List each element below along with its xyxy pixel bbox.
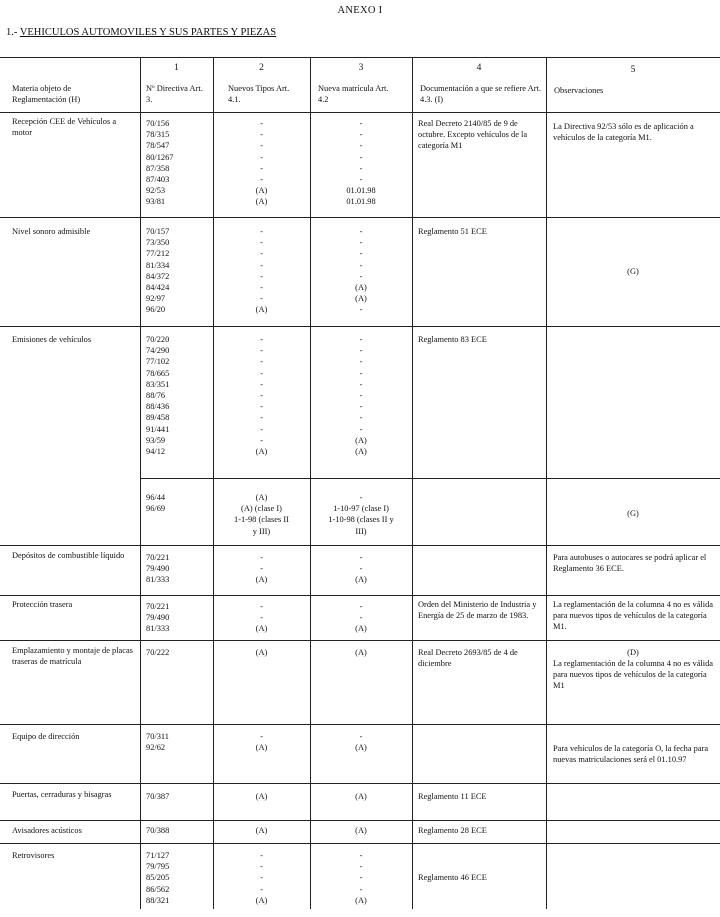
new-types-list [213,647,310,658]
directive-number: 79/490 [146,613,170,623]
table-row [0,645,720,723]
section-title [6,27,276,38]
directive-number: 70/387 [146,792,170,801]
row-observations: La reglamentación de la columna 4 no es válida para nuevos tipos de vehículos de la categoría M1 [553,659,713,691]
new-registration-value: (A) [355,283,367,293]
directive-number: 89/458 [146,413,170,423]
annex-title: ANEXO I [337,5,383,16]
row-rule [0,724,720,725]
directive-number: 70/221 [146,553,170,562]
directive-list [146,226,208,316]
new-types-list [213,850,310,906]
row-subject: Protección trasera [12,600,73,609]
row-observations: Para vehículos de la categoría O, la fecha para nuevas matriculaciones será el 01.10.97 [553,744,709,765]
new-types-value: - [260,564,263,574]
directive-number: 84/424 [146,283,170,293]
new-types-value: (A) [255,447,268,457]
column-header-documentation: Documentación a que se refiere Art. 4.3. (I) [420,84,541,105]
column-number: 1 [174,63,179,73]
new-registration-list [310,552,412,586]
new-registration-value: - [359,238,363,248]
directive-number: 70/157 [146,227,170,236]
directive-list [146,601,208,635]
directive-number: 88/76 [146,391,166,401]
new-registration-value: - [359,613,363,623]
directive-list [146,552,208,586]
row-documentation: Reglamento 46 ECE [418,873,487,882]
directive-list [146,825,208,836]
table-row [0,850,720,912]
new-types-list [213,118,310,208]
directive-number: 77/212 [146,249,170,259]
new-registration-value: - [359,732,363,741]
new-registration-value: - [359,379,363,389]
new-registration-list [310,731,412,753]
column-number: 4 [476,63,482,73]
new-types-value: - [260,391,263,401]
row-rule [0,843,720,844]
new-registration-value: (A) [355,826,367,835]
new-types-value: - [260,851,263,860]
row-subject: Nivel sonoro admisible [12,227,91,236]
directive-number: 92/53 [146,186,166,196]
new-types-value: y III) [252,526,271,536]
new-registration-value: - [359,402,363,412]
new-types-value: (A) [255,493,268,502]
table-top-rule [0,57,720,58]
new-types-value: (A) [255,186,268,196]
directive-number: 70/156 [146,119,170,128]
new-types-value: (A) (clase I) [241,504,282,514]
new-registration-list [310,492,412,537]
new-types-value: - [260,884,263,894]
row-rule [0,326,720,327]
new-registration-value: 01.01.98 [346,186,376,196]
new-types-list [213,492,310,537]
new-types-value: - [260,402,263,412]
new-types-value: - [260,294,263,304]
new-types-value: - [260,249,263,259]
new-registration-value: - [359,424,363,434]
directive-number: 96/44 [146,493,166,502]
new-registration-list [310,850,412,906]
new-types-value: (A) [255,197,268,207]
new-registration-value: - [359,873,363,883]
row-rule [0,640,720,641]
column-number: 5 [630,65,636,75]
directive-number: 85/205 [146,873,170,883]
row-documentation: Orden del Ministerio de Industria y Energía de 25 de marzo de 1983. [418,600,537,621]
new-registration-list [310,226,412,316]
row-observations: La reglamentación de la columna 4 no es válida para nuevos tipos de vehículos de la categoría M1. [553,600,713,632]
new-registration-value: - [359,305,363,315]
directive-number: 87/403 [146,175,170,185]
row-rule [0,783,720,784]
directive-number: 94/12 [146,447,166,457]
directive-number: 88/321 [146,895,170,905]
new-registration-value: - [359,175,363,185]
table-row [0,334,720,474]
column-header-new-registration: Nueva matrícula Art. 4.2 [318,84,389,105]
new-registration-value: - [359,227,363,236]
directive-list [146,492,208,514]
row-subject: Emplazamiento y montaje de placas traseras de matrícula [12,646,133,667]
row-subject: Depósitos de combustible líquido [12,551,125,560]
new-registration-value: (A) [355,575,367,585]
row-subject: Equipo de dirección [12,732,80,741]
new-registration-value: - [359,346,363,356]
directive-number: 71/127 [146,851,170,860]
new-registration-value: 01.01.98 [346,197,376,207]
directive-number: 87/358 [146,163,170,173]
row-rule [0,545,720,546]
row-documentation: Reglamento 51 ECE [418,227,487,236]
row-documentation: Reglamento 83 ECE [418,335,487,344]
new-types-value: - [260,346,263,356]
new-registration-value: - [359,862,363,872]
new-types-value: - [260,413,263,423]
new-types-value: - [260,873,263,883]
new-registration-value: - [359,119,363,128]
directive-number: 86/562 [146,884,170,894]
directive-number: 70/388 [146,826,170,835]
new-types-value: - [260,613,263,623]
new-registration-value: 1-10-98 (clases II y [328,515,394,525]
directive-number: 74/290 [146,346,170,356]
column-header-new-types: Nuevos Tipos Art. 4.1. [228,84,290,105]
new-types-value: - [260,862,263,872]
new-types-value: - [260,227,263,236]
directive-list [146,118,208,208]
new-types-list [213,731,310,753]
new-types-value: - [260,602,263,611]
new-registration-value: - [359,602,363,611]
row-subject: Puertas, cerraduras y bisagras [12,790,112,799]
row-rule [0,820,720,821]
directive-number: 81/333 [146,624,170,634]
column-header-observations: Observaciones [554,86,604,95]
new-types-value: - [260,175,263,185]
new-types-value: - [260,163,263,173]
directive-number: 93/59 [146,435,166,445]
section-title-text: VEHICULOS AUTOMOVILES Y SUS PARTES Y PIEZAS [19,27,277,38]
new-types-list [213,334,310,457]
new-registration-list [310,791,412,802]
new-types-value: (A) [255,895,268,905]
new-registration-value: (A) [355,447,367,457]
new-registration-value: - [359,391,363,401]
directive-number: 78/315 [146,130,170,140]
new-registration-value: - [359,851,363,860]
directive-number: 88/436 [146,402,170,412]
new-types-value: - [260,119,263,128]
new-registration-value: (A) [355,792,367,801]
directive-number: 93/81 [146,197,166,207]
new-types-value: - [260,553,263,562]
directive-number: 79/795 [146,862,170,872]
row-rule [140,478,720,479]
directive-number: 70/221 [146,602,170,611]
column-header-directive: Nº Directiva Art. 3. [146,84,203,105]
table-row [0,789,720,819]
new-registration-value: (A) [355,648,367,657]
new-registration-value: - [359,163,363,173]
directive-number: 96/69 [146,504,166,514]
new-types-value: (A) [255,624,268,634]
directive-number: 81/333 [146,575,170,585]
new-types-value: - [260,152,263,162]
new-types-list [213,825,310,836]
directive-number: 70/220 [146,335,170,344]
directive-number: 81/334 [146,260,170,270]
directive-list [146,647,208,658]
directive-number: 80/1267 [146,152,174,162]
new-registration-value: - [359,335,363,344]
row-subject: Emisiones de vehículos [12,335,92,344]
header-bottom-rule [0,112,720,113]
directive-number: 79/490 [146,564,170,574]
directive-number: 83/351 [146,379,170,389]
table-row [0,731,720,783]
new-registration-value: - [359,152,363,162]
new-registration-value: - [359,249,363,259]
directive-number: 91/441 [146,424,170,434]
new-registration-value: - [359,884,363,894]
column-number: 3 [358,63,364,73]
new-registration-value: - [359,368,363,378]
row-documentation: Real Decreto 2693/85 de 4 de diciembre [418,648,518,669]
directive-number: 78/547 [146,141,170,151]
new-registration-list [310,334,412,457]
new-types-value: - [260,130,263,140]
new-types-value: - [260,732,263,741]
directive-list [146,850,208,906]
new-registration-value: - [359,260,363,270]
new-registration-value: III) [355,526,367,536]
new-registration-value: (A) [355,743,367,753]
row-rule [0,595,720,596]
directive-list [146,791,208,802]
row-observations: Para autobuses o autocares se podrá aplicar el Reglamento 36 ECE. [553,553,707,574]
new-types-value: (A) [255,792,268,801]
new-registration-value: (A) [355,624,367,634]
directive-number: 84/372 [146,271,170,281]
new-types-value: - [260,283,263,293]
table-row [0,224,720,324]
row-subject: Retrovisores [12,851,55,860]
new-types-value: - [260,379,263,389]
directive-number: 92/62 [146,743,166,753]
row-rule [0,217,720,218]
new-registration-value: - [359,493,363,502]
directive-number: 70/222 [146,648,170,657]
new-types-list [213,552,310,586]
new-types-value: - [260,238,263,248]
directive-list [146,334,208,457]
new-registration-value: (A) [355,435,367,445]
table-row [0,550,720,594]
new-types-value: - [260,335,263,344]
row-documentation: Reglamento 28 ECE [418,826,487,835]
new-types-value: - [260,424,263,434]
new-registration-value: (A) [355,895,367,905]
new-types-value: (A) [255,575,268,585]
new-registration-list [310,825,412,836]
new-types-value: (A) [255,305,268,315]
directive-number: 70/311 [146,732,169,741]
new-types-value: - [260,368,263,378]
new-types-value: (A) [255,826,268,835]
table-row [0,116,720,216]
new-registration-list [310,118,412,208]
new-types-value: - [260,271,263,281]
new-registration-value: 1-10-97 (clase I) [333,504,389,514]
table-row [0,825,720,843]
new-types-value: - [260,357,263,367]
new-registration-value: - [359,130,363,140]
new-registration-value: - [359,553,363,562]
new-types-value: - [260,435,263,445]
new-registration-value: - [359,564,363,574]
new-types-value: 1-1-98 (clases II [234,515,289,525]
directive-number: 92/97 [146,294,166,304]
column-header-subject: Materia objeto de Reglamentación (H) [12,84,81,105]
new-types-list [213,601,310,635]
table-row [0,599,720,639]
row-subject: Recepción CEE de Vehículos a motor [12,117,117,138]
new-registration-value: (A) [355,294,367,304]
new-types-list [213,226,310,316]
row-observations: La Directiva 92/53 sólo es de aplicación a vehículos de la categoría M1. [553,122,694,143]
new-registration-value: - [359,357,363,367]
column-number: 2 [259,63,264,73]
new-registration-list [310,647,412,658]
row-subject: Avisadores acústicos [12,826,82,835]
row-observations: (G) [627,267,639,276]
new-types-list [213,791,310,802]
row-observations: (G) [627,509,639,518]
new-registration-value: - [359,413,363,423]
section-title-prefix: 1.- [6,27,20,38]
new-types-value: (A) [255,648,268,657]
observations-mark: (D) [627,648,639,657]
directive-number: 96/20 [146,305,166,315]
new-registration-list [310,601,412,635]
new-registration-value: - [359,271,363,281]
row-documentation: Reglamento 11 ECE [418,792,487,801]
directive-number: 77/102 [146,357,170,367]
directive-number: 78/665 [146,368,170,378]
new-registration-value: - [359,141,363,151]
new-types-value: - [260,141,263,151]
table-row [0,492,720,544]
new-types-value: (A) [255,743,268,753]
directive-number: 73/350 [146,238,170,248]
new-types-value: - [260,260,263,270]
directive-list [146,731,208,753]
row-documentation: Real Decreto 2140/85 de 9 de octubre. Excepto vehículos de la categoría M1 [418,119,528,151]
